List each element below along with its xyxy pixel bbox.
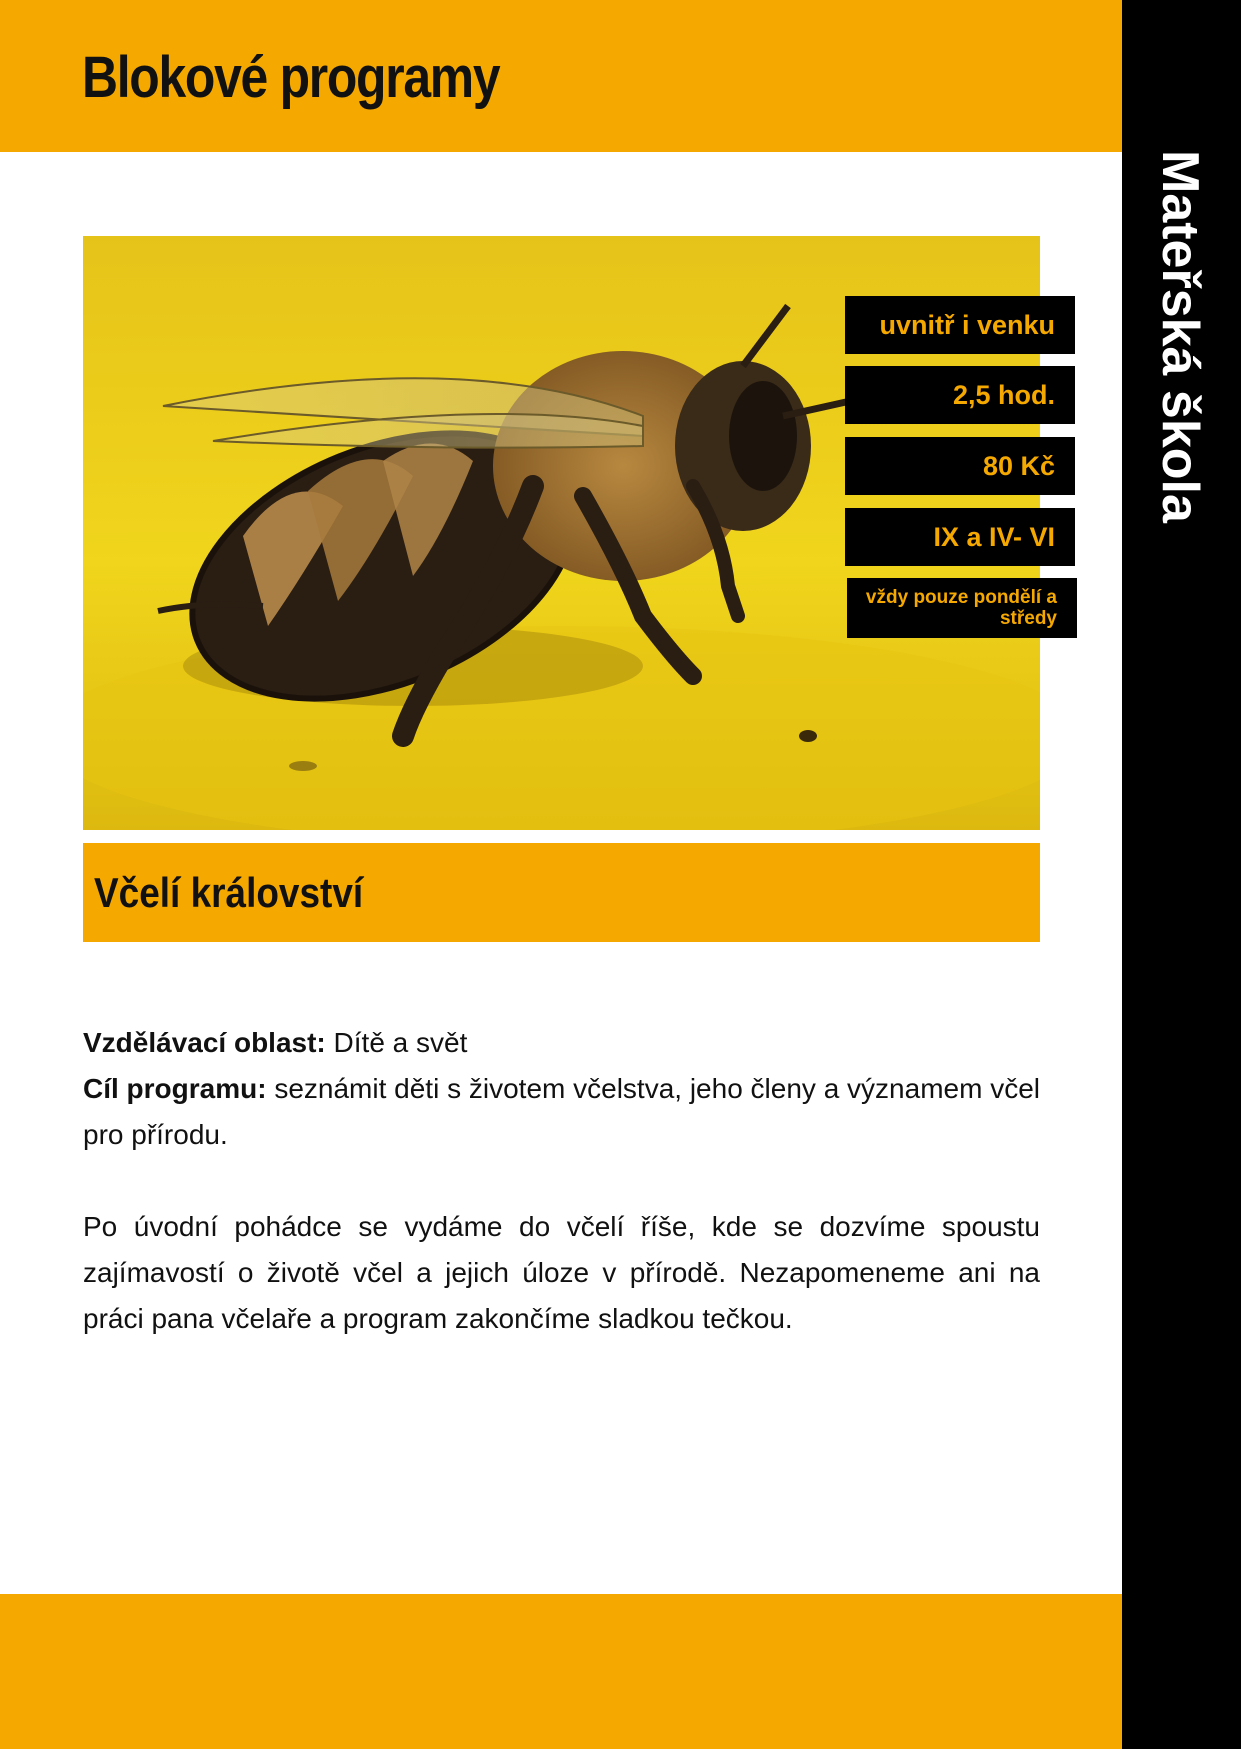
goal-value: seznámit děti s životem včelstva, jeho členy a významem včel pro přírodu. bbox=[83, 1073, 1040, 1150]
goal-label: Cíl programu: bbox=[83, 1073, 267, 1104]
footer-band bbox=[0, 1594, 1122, 1749]
days-tag: vždy pouze pondělí a středy bbox=[847, 578, 1077, 638]
program-content bbox=[83, 1020, 1040, 1342]
area-line bbox=[83, 1020, 1040, 1066]
area-label: Vzdělávací oblast: bbox=[83, 1027, 326, 1058]
location-tag: uvnitř i venku bbox=[845, 296, 1075, 354]
page-title: Blokové programy bbox=[82, 45, 500, 110]
spacer bbox=[83, 1158, 1040, 1204]
price-tag: 80 Kč bbox=[845, 437, 1075, 495]
sidebar-label: Mateřská škola bbox=[1151, 150, 1209, 523]
program-description: Po úvodní pohádce se vydáme do včelí říše, kde se dozvíme spoustu zajímavostí o životě včel a jejich úloze v přírodě. Nezapomeneme ani na práci pana včelaře a program zakončíme sladkou tečkou. bbox=[83, 1211, 1040, 1334]
area-value: Dítě a svět bbox=[325, 1027, 468, 1058]
months-tag: IX a IV- VI bbox=[845, 508, 1075, 566]
goal-line bbox=[83, 1066, 1040, 1158]
duration-tag: 2,5 hod. bbox=[845, 366, 1075, 424]
program-title: Včelí království bbox=[94, 869, 364, 916]
